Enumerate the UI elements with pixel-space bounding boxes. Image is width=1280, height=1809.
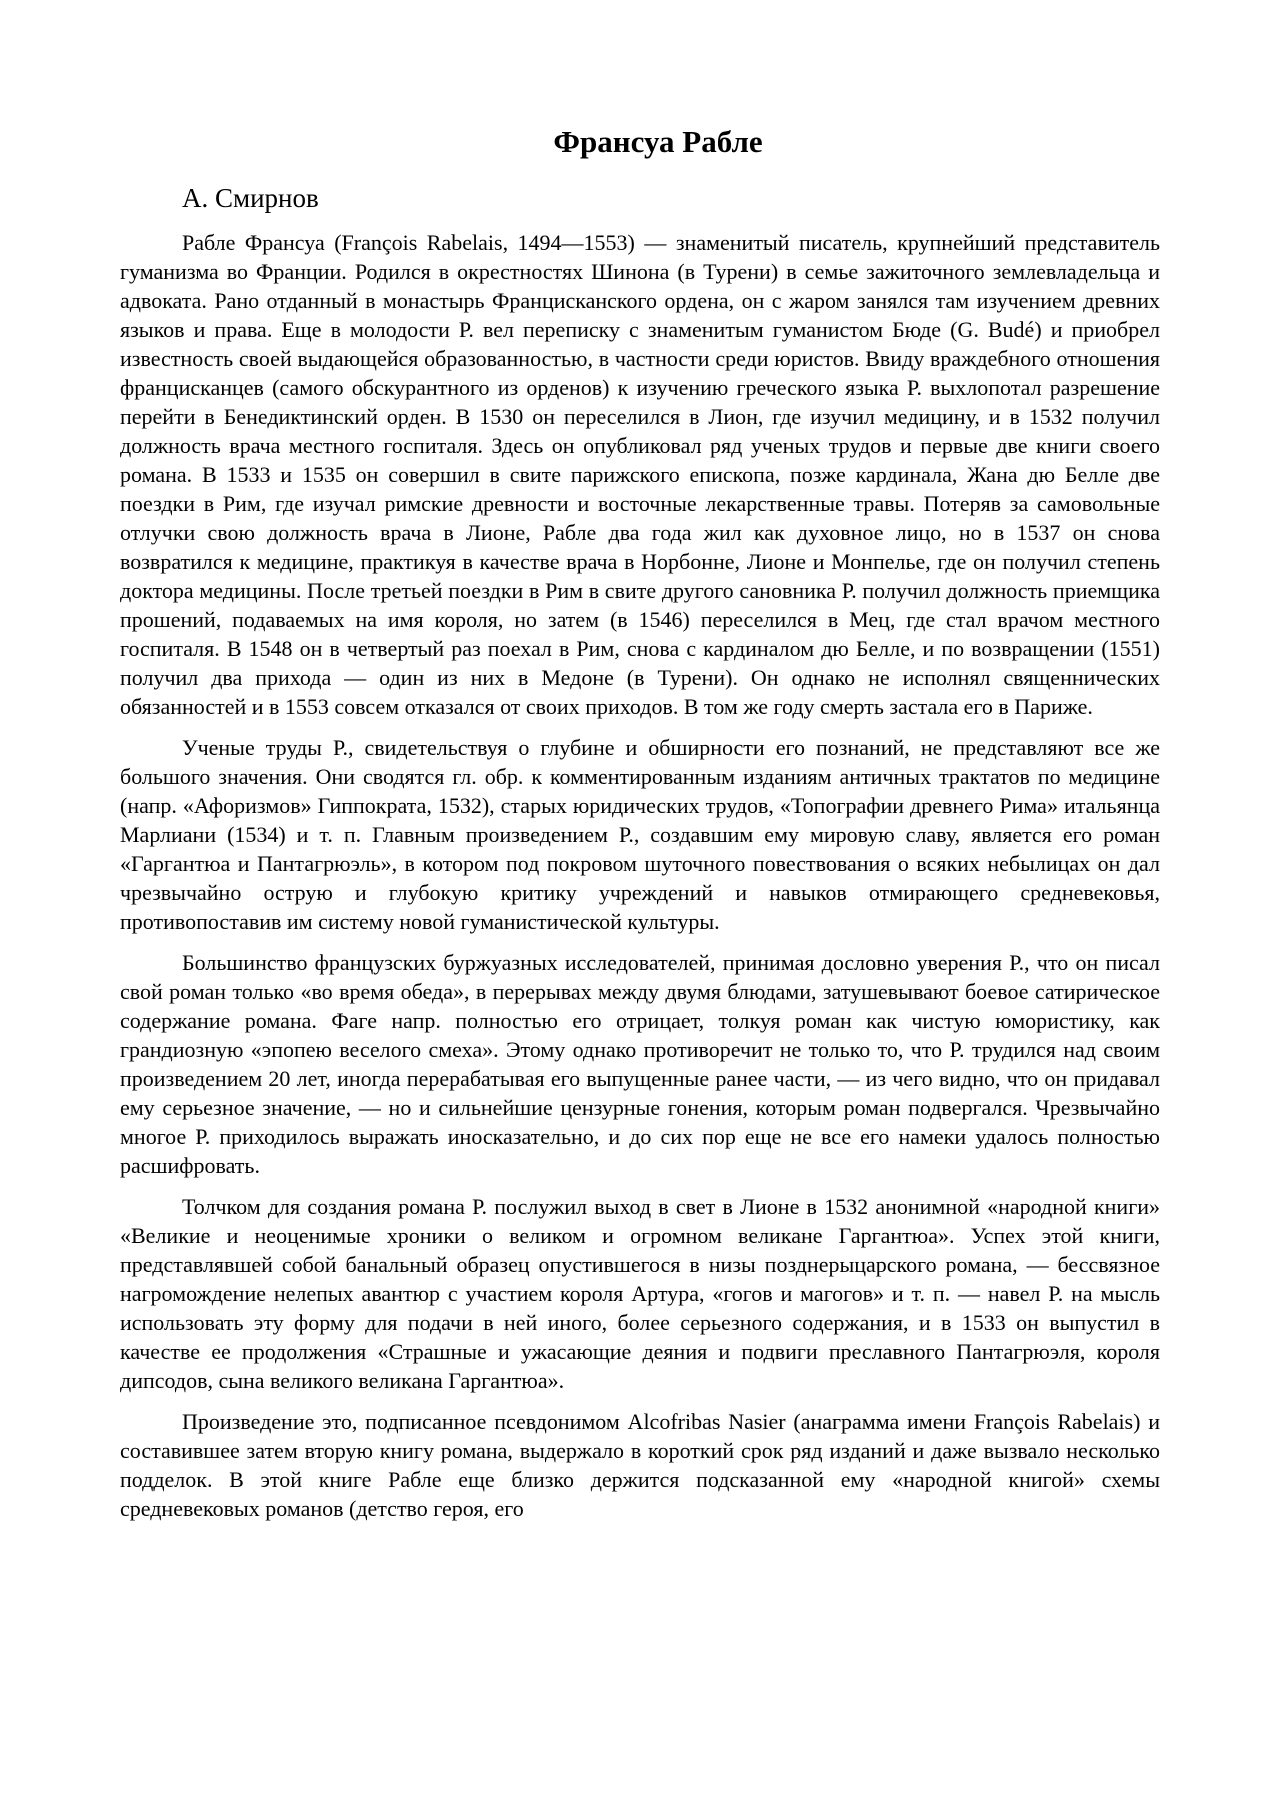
author-name: А. Смирнов (182, 183, 319, 213)
document-page (120, 118, 1160, 1535)
paragraph-3: Большинство французских буржуазных исследователей, принимая дословно уверения Р., что он писал свой роман только «во время обеда», в перерывах между двумя блюдами, затушевывают боевое сатирическое содержание романа. Фаге напр. полностью его отрицает, толкуя роман как чистую юмористику, как грандиозную «эпопею веселого смеха». Этому однако противоречит не только то, что Р. трудился над своим произведением 20 лет, иногда перерабатывая его выпущенные ранее части, — из чего видно, что он придавал ему серьезное значение, — но и сильнейшие цензурные гонения, которым роман подвергался. Чрезвычайно многое Р. приходилось выражать иносказательно, и до сих пор еще не все его намеки удалось полностью расшифровать. (120, 950, 1160, 1178)
paragraph-1: Рабле Франсуа (François Rabelais, 1494—1553) — знаменитый писатель, крупнейший представитель гуманизма во Франции. Родился в окрестностях Шинона (в Турени) в семье зажиточного землевладельца и адвоката. Рано отданный в монастырь Францисканского ордена, он с жаром занялся там изучением древних языков и права. Еще в молодости Р. вел переписку с знаменитым гуманистом Бюде (G. Budé) и приобрел известность своей выдающейся образованностью, в частности среди юристов. Ввиду враждебного отношения францисканцев (самого обскурантного из орденов) к изучению греческого языка Р. выхлопотал разрешение перейти в Бенедиктинский орден. В 1530 он переселился в Лион, где изучил медицину, и в 1532 получил должность врача местного госпиталя. Здесь он опубликовал ряд ученых трудов и первые две книги своего романа. В 1533 и 1535 он совершил в свите парижского епископа, позже кардинала, Жана дю Белле две поездки в Рим, где изучал римские древности и восточные лекарственные травы. Потеряв за самовольные отлучки свою должность врача в Лионе, Рабле два года жил как духовное лицо, но в 1537 он снова возвратился к медицине, практикуя в качестве врача в Норбонне, Лионе и Монпелье, где он получил степень доктора медицины. После третьей поездки в Рим в свите другого сановника Р. получил должность приемщика прошений, подаваемых на имя короля, но затем (в 1546) переселился в Мец, где стал врачом местного госпиталя. В 1548 он в четвертый раз поехал в Рим, снова с кардиналом дю Белле, и по возвращении (1551) получил два прихода — один из них в Медоне (в Турени). Он однако не исполнял священнических обязанностей и в 1553 совсем отказался от своих приходов. В том же году смерть застала его в Париже. (120, 230, 1160, 719)
paragraph-5: Произведение это, подписанное псевдонимом Alcofribas Nasier (анаграмма имени François Rabelais) и составившее затем вторую книгу романа, выдержало в короткий срок ряд изданий и даже вызвало несколько подделок. В этой книге Рабле еще близко держится подсказанной ему «народной книгой» схемы средневековых романов (детство героя, его (120, 1409, 1160, 1521)
paragraph-2: Ученые труды Р., свидетельствуя о глубине и обширности его познаний, не представляют все же большого значения. Они сводятся гл. обр. к комментированным изданиям античных трактатов по медицине (напр. «Афоризмов» Гиппократа, 1532), старых юридических трудов, «Топографии древнего Рима» итальянца Марлиани (1534) и т. п. Главным произведением Р., создавшим ему мировую славу, является его роман «Гаргантюа и Пантагрюэль», в котором под покровом шуточного повествования о всяких небылицах он дал чрезвычайно острую и глубокую критику учреждений и навыков отмирающего средневековья, противопоставив им систему новой гуманистической культуры. (120, 735, 1160, 934)
paragraph-4: Толчком для создания романа Р. послужил выход в свет в Лионе в 1532 анонимной «народной книги» «Великие и неоценимые хроники о великом и огромном великане Гаргантюа». Успех этой книги, представлявшей собой банальный образец опустившегося в низы позднерыцарского романа, — бессвязное нагромождение нелепых авантюр с участием короля Артура, «гогов и магогов» и т. п. — навел Р. на мысль использовать эту форму для подачи в ней иного, более серьезного содержания, и в 1533 он выпустил в качестве ее продолжения «Страшные и ужасающие деяния и подвиги преславного Пантагрюэля, короля дипсодов, сына великого великана Гаргантюа». (120, 1194, 1160, 1393)
page-title: Франсуа Рабле (553, 124, 763, 159)
